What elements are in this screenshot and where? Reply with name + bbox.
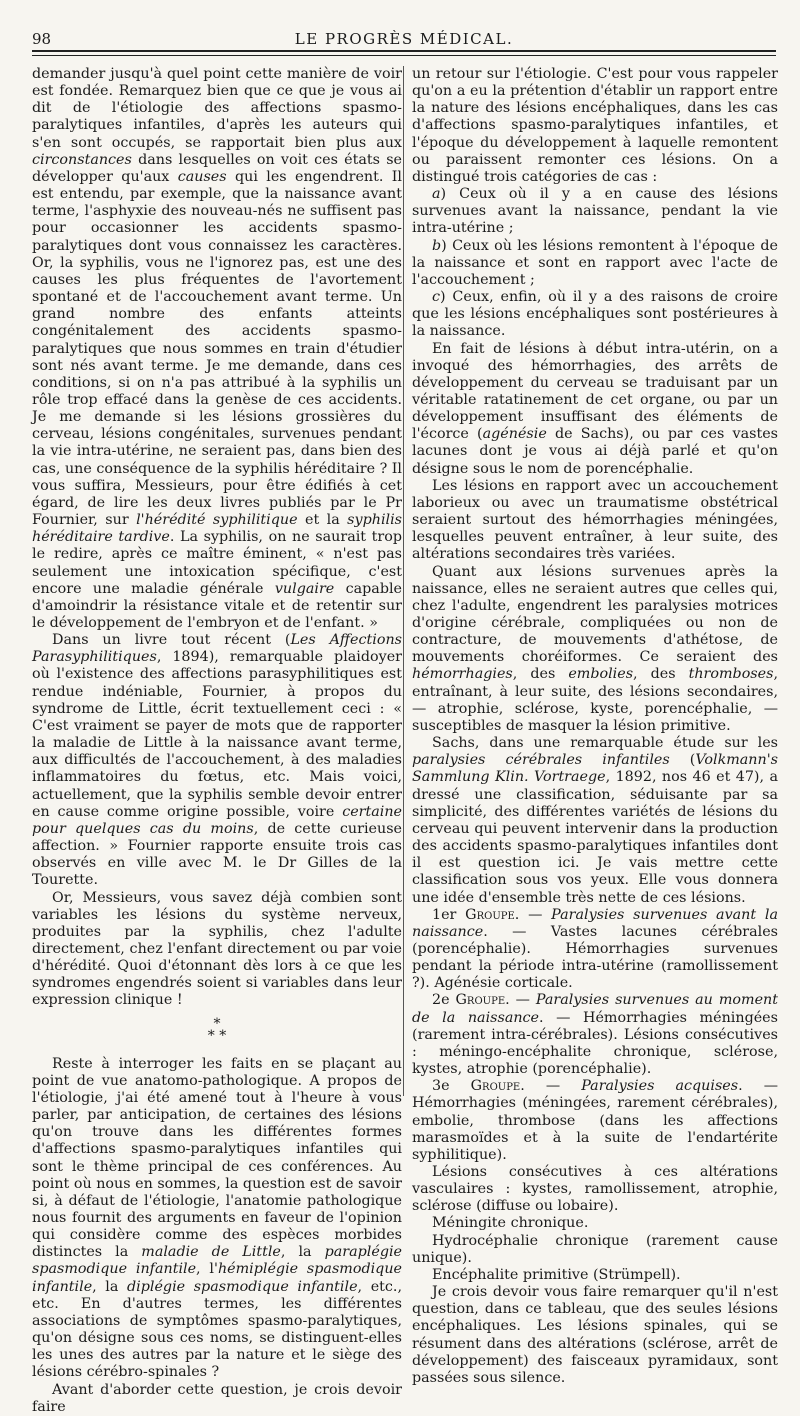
list-item <box>412 186 778 237</box>
text-run: . — Hémorrhagies (méningées, rarement cérébrales), embolie, thrombose (dans les affections marasmoïdes et à la suite de l'endartérite syphilitique). <box>412 1078 778 1163</box>
text-run: Quant aux lésions survenues après la naissance, elles ne seraient autres que celles qui, chez l'adulte, engendrent les paralysies motrices d'origine cérébrale, compliquées ou non de contracture, de mouvements d'athétose, de mouvements choréiformes. Ce seraient des <box>412 563 778 666</box>
italic-run: Les Affections Parasyphilitiques <box>32 632 402 666</box>
paragraph <box>32 1382 402 1416</box>
italic-run: syphilis héréditaire tardive <box>32 512 402 546</box>
column-divider <box>403 66 404 1096</box>
text-run: ) Ceux où il y a en cause des lésions survenues avant la naissance, pendant la vie intra-utérine ; <box>412 186 778 237</box>
section-separator <box>32 1015 402 1044</box>
text-run: 2e <box>432 992 456 1009</box>
italic-run: certaine pour quelques cas du moins <box>32 803 402 837</box>
text-run: . La syphilis, on ne saurait trop le redire, après ce maître éminent, « n'est pas seulement une intoxication spécifique, c'est encore une maladie générale <box>32 529 402 597</box>
italic-run: c <box>432 289 441 306</box>
text-run: Hydrocéphalie chronique (rarement cause unique). <box>412 1232 778 1266</box>
italic-run: thromboses <box>688 666 774 683</box>
text-run: capable d'amoindrir la résistance vitale et de retentir sur le développement de l'embryon et de l'enfant. » <box>32 580 402 631</box>
running-title: LE PROGRÈS MÉDICAL. <box>294 30 514 48</box>
italic-run: Paralysies acquises <box>581 1078 739 1095</box>
italic-run: Volkmann's Sammlung Klin. Vortraege <box>412 752 778 786</box>
italic-run: embolies <box>568 666 634 683</box>
page-number: 98 <box>32 30 52 48</box>
paragraph <box>412 735 778 907</box>
small-caps-run: Groupe <box>455 992 506 1009</box>
text-run: de Sachs), ou par ces vastes lacunes dont je vous ai déjà parlé et qu'on désigne sous le nom de porencéphalie. <box>412 426 778 477</box>
paragraph <box>412 564 778 736</box>
text-run: . — <box>514 906 552 923</box>
lesion-item <box>412 1267 778 1284</box>
italic-run: diplégie spasmodique infantile <box>127 1278 358 1295</box>
text-run: , des <box>633 666 689 683</box>
italic-run: Paralysies survenues au moment de la naissance <box>412 992 778 1026</box>
text-run: . — <box>520 1078 582 1095</box>
text-run: , entraînant, à leur suite, des lésions secondaires, — atrophie, sclérose, kyste, porencéphalie, — susceptibles de masquer la lésion primitive. <box>412 666 778 734</box>
text-run: Or, Messieurs, vous savez déjà combien sont variables les lésions du système nerveux, produites par la syphilis, chez l'adulte directement, chez l'enfant directement ou par voie d'hérédité. Quoi d'étonnant dès lors à ce que les syndromes engendrés soient si variables dans leur expression clinique ! <box>32 889 402 1009</box>
text-run: un retour sur l'étiologie. C'est pour vous rappeler qu'on a eu la prétention d'établir un rapport entre la nature des lésions encéphaliques, dans les cas d'affections spasmo-paralytiques infantiles, et l'époque du développement à laquelle remontent ou paraissent remonter ces lésions. On a distingué trois catégories de cas : <box>412 66 778 185</box>
list-item <box>412 238 778 289</box>
text-run: . — <box>505 992 536 1009</box>
text-run: Méningite chronique. <box>432 1215 589 1232</box>
italic-run: b <box>432 237 442 254</box>
header-rule-thin <box>32 55 776 56</box>
text-run: 3e <box>432 1078 471 1095</box>
text-run: , etc., etc. En d'autres termes, les différentes associations de symptômes spasmo-paralytiques, qu'on désigne sous ces noms, se distinguent-elles les unes des autres par la nature et le siège des lésions cérébro-spinales ? <box>32 1278 402 1381</box>
separator-star-bottom: * * <box>207 1027 227 1044</box>
separator-star-top: * <box>213 1015 221 1032</box>
text-run: . — Hémorrhagies méningées (rarement intra-cérébrales). Lésions consécutives : méningo-encéphalite chronique, sclérose, kystes, atrophie (porencéphalie). <box>412 1009 778 1078</box>
text-run: . — Vastes lacunes cérébrales (porencéphalie). Hémorrhagies survenues pendant la période intra-utérine (ramollissement ?). Agénésie corticale. <box>412 923 778 992</box>
text-run: , de cette curieuse affection. » Fournier rapporte ensuite trois cas observés en ville avec M. le Dr Gilles de la Tourette. <box>32 820 402 889</box>
paragraph <box>412 1284 778 1387</box>
italic-run: a <box>432 186 441 203</box>
classification-group <box>412 992 778 1078</box>
paragraph <box>412 341 778 478</box>
text-run: Reste à interroger les faits en se plaçant au point de vue anatomo-pathologique. A propos de l'étiologie, j'ai été amené tout à l'heure à vous parler, par anticipation, de certaines des lésions qu'on trouve dans les différentes formes d'affections spasmo-paralytiques infantiles qui sont le thème principal de ces conférences. Au point où nous en sommes, la question est de savoir si, à défaut de l'étiologie, l'anatomie pathologique nous fournit des arguments en faveur de l'opinion qui considère comme des espèces morbides distinctes la <box>32 1055 402 1261</box>
text-run: Sachs, dans une remarquable étude sur les <box>432 735 778 752</box>
italic-run: causes <box>177 168 227 185</box>
text-run: dans lesquelles on voit ces états se développer qu'aux <box>32 151 402 185</box>
paragraph <box>32 66 402 632</box>
text-run: et la <box>297 512 348 529</box>
right-column <box>412 66 778 1387</box>
text-run: , des <box>512 666 569 683</box>
text-run: Je crois devoir vous faire remarquer qu'il n'est question, dans ce tableau, que des seules lésions encéphaliques. Les lésions spinales, qui se résument dans des altérations (sclérose, arrêt de développement) des faisceaux pyramidaux, sont passées sous silence. <box>412 1284 778 1386</box>
text-run: Avant d'aborder cette question, je crois devoir faire <box>32 1381 402 1415</box>
left-column <box>32 66 402 1416</box>
italic-run: l'hérédité syphilitique <box>136 512 298 529</box>
lesion-item <box>412 1215 778 1232</box>
text-run: Encéphalite primitive (Strümpell). <box>432 1266 681 1283</box>
small-caps-run: Groupe <box>465 906 515 923</box>
text-run: , la <box>280 1244 325 1261</box>
paragraph <box>412 66 778 186</box>
running-header <box>32 30 776 50</box>
text-run: demander jusqu'à quel point cette manière de voir est fondée. Remarquez bien que ce que je vous ai dit de l'étiologie des affections spasmo-paralytiques infantiles, d'après les auteurs qui s'en sont occupés, se rapportait bien plus aux <box>32 66 402 151</box>
text-run: , 1892, nos 46 et 47), a dressé une classification, séduisante par sa simplicité, des différentes variétés de lésions du cerveau qui peuvent intervenir dans la production des accidents spasmo-paralytiques infantiles dont il est question ici. Je vais mettre cette classification sous vos yeux. Elle vous donnera une idée d'ensemble très nette de ces lésions. <box>412 769 778 906</box>
classification-group <box>412 1078 778 1164</box>
paragraph <box>32 1056 402 1382</box>
text-run: qui les engendrent. Il est entendu, par exemple, que la naissance avant terme, l'asphyxie des nouveau-nés ne suffisent pas pour occasionner les accidents spasmo-paralytiques dont vous connaissez les caractères. Or, la syphilis, vous ne l'ignorez pas, est une des causes les plus fréquentes de l'avortement spontané et de l'accouchement avant terme. Un grand nombre des enfants atteints congénitalement des accidents spasmo-paralytiques que nous sommes en train d'étudier sont nés avant terme. Je me demande, dans ces conditions, si on n'a pas attribué à la syphilis un rôle trop effacé dans la genèse de ces accidents. Je me demande si les lésions grossières du cerveau, lésions congénitales, survenues pendant la vie intra-utérine, ne seraient pas, dans bien des cas, une conséquence de la syphilis héréditaire ? Il vous suffira, Messieurs, pour être édifiés à cet égard, de lire les deux livres publiés par le Pr Fournier, sur <box>32 168 403 529</box>
italic-run: paralysies cérébrales infantiles <box>412 752 670 769</box>
text-run: 1er <box>432 906 466 923</box>
italic-run: hémiplégie spasmodique infantile <box>32 1261 402 1295</box>
text-run: ( <box>669 752 696 769</box>
paragraph <box>32 632 402 889</box>
paragraph <box>412 478 778 564</box>
text-run: En fait de lésions à début intra-utérin, on a invoqué des hémorrhagies, des arrêts de développement du cerveau se traduisant par un véritable ratatinement de cet organe, ou par un développement insuffisant des éléments de l'écorce ( <box>412 340 778 443</box>
text-run: Les lésions en rapport avec un accouchement laborieux ou avec un traumatisme obstétrical seraient surtout des hémorrhagies méningées, lesquelles peuvent entraîner, à leur suite, des altérations secondaires très variées. <box>412 477 778 563</box>
italic-run: paraplégie spasmodique infantile <box>32 1244 403 1278</box>
lesion-item <box>412 1233 778 1267</box>
text-run: , la <box>92 1278 128 1295</box>
italic-run: agénésie <box>482 426 547 443</box>
text-run: , 1894), remarquable plaidoyer où l'existence des affections parasyphilitiques est rendue indéniable, Fournier, à propos du syndrome de Little, écrit textuellement ceci : « C'est vraiment se payer de mots que de rapporter la maladie de Little à la naissance avant terme, aux difficultés de l'accouchement, à des maladies inflammatoires du fœtus, etc. Mais voici, actuellement, que la syphilis semble devoir entrer en cause comme origine possible, voire <box>32 649 402 820</box>
text-run: Lésions consécutives à ces altérations vasculaires : kystes, ramollissement, atrophie, sclérose (diffuse ou lobaire). <box>412 1164 778 1215</box>
text-run: Dans un livre tout récent ( <box>52 632 291 649</box>
text-run: ) Ceux où les lésions remontent à l'époque de la naissance et sont en rapport avec l'acte de l'accouchement ; <box>412 237 778 288</box>
header-rule-thick <box>32 50 776 52</box>
small-caps-run: Groupe <box>470 1078 521 1095</box>
italic-run: circonstances <box>32 151 132 168</box>
italic-run: hémorrhagies <box>412 666 513 683</box>
italic-run: Paralysies survenues avant la naissance <box>412 906 779 940</box>
italic-run: maladie de Little <box>141 1244 281 1261</box>
list-item <box>412 289 778 340</box>
text-run: ) Ceux, enfin, où il y a des raisons de croire que les lésions encéphaliques sont postérieures à la naissance. <box>412 289 778 340</box>
paragraph <box>32 890 402 1010</box>
text-run: , l' <box>196 1261 218 1278</box>
italic-run: vulgaire <box>274 580 335 597</box>
paragraph <box>412 1164 778 1215</box>
classification-group <box>412 907 778 993</box>
